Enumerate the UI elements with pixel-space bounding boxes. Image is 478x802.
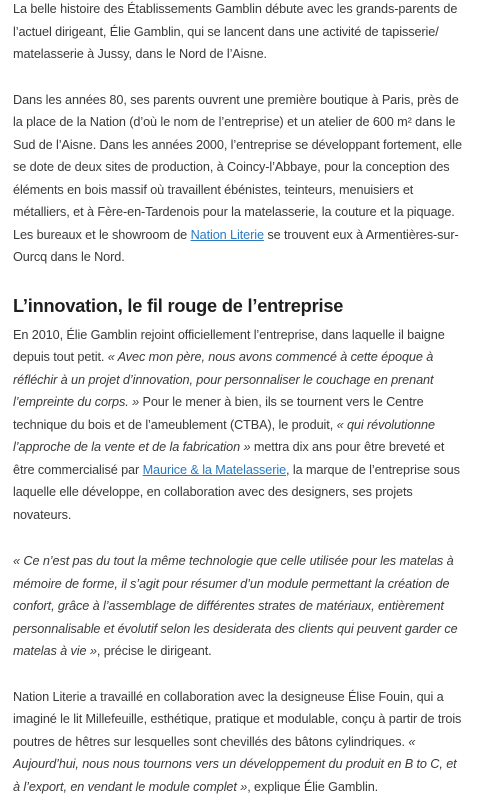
paragraph-innovation — [13, 324, 466, 527]
paragraph-technology — [13, 550, 466, 663]
paragraph-technology-text: , précise le dirigeant. — [96, 644, 212, 658]
paragraph-history — [13, 0, 466, 66]
nation-literie-link[interactable]: Nation Literie — [190, 227, 264, 242]
paragraph-expansion-text-end: se trouvent eux à Armentières-sur-Ourcq dans le Nord. — [13, 227, 459, 264]
paragraph-history-text: La belle histoire des Établissements Gamblin débute avec les grands-parents de l’actuel dirigeant, Élie Gamblin, qui se lancent dans une activité de tapisserie/ matelasserie à Jussy, dans le Nord de l’Aisne. — [13, 2, 458, 61]
paragraph-design-text-end: , explique Élie Gamblin. — [247, 779, 379, 794]
paragraph-innovation-text: En 2010, Élie Gamblin rejoint officiellement l’entreprise, dans laquelle il baigne depuis tout petit. — [13, 327, 445, 364]
maurice-matelasserie-link[interactable]: Maurice & la Matelasserie — [142, 462, 287, 477]
quote-innovation: « Avec mon père, nous avons commencé à cette époque à réfléchir à un projet d’innovation, pour personnaliser le couchage en prenant l’empreinte du corps. » — [13, 350, 434, 409]
paragraph-design — [13, 686, 466, 799]
paragraph-innovation-text-3: mettra dix ans pour être breveté et être commercialisé par — [13, 440, 445, 477]
paragraph-expansion-text: Dans les années 80, ses parents ouvrent une première boutique à Paris, près de la place de la Nation (d’où le nom de l’entreprise) et un atelier de 600 m² dans le Sud de l’Aisne. Dans les années 2000, l’entreprise se développant fortement, elle se dote de deux sites de production, à Coincy-l’Abbaye, pour la conception des éléments en bois massif où travaillent ébénistes, teinteurs, menuisiers et métalliers, et à Fère-en-Tardenois pour la matelasserie, la couture et la piquage. Les bureaux et le showroom de — [13, 92, 462, 242]
quote-export: « Aujourd’hui, nous nous tournons vers un développement du produit en B to C, et à l’export, en vendant le module complet » — [13, 734, 457, 794]
paragraph-innovation-text-2: Pour le mener à bien, ils se tournent vers le Centre technique du bois et de l’ameublement (CTBA), le produit, — [13, 395, 424, 432]
paragraph-innovation-text-4: , la marque de l’entreprise sous laquelle elle développe, en collaboration avec des designers, ses projets novateurs. — [13, 462, 460, 522]
quote-technology: « Ce n’est pas du tout la même technologie que celle utilisée pour les matelas à mémoire de forme, il s’agit pour résumer d’un module permettant la création de confort, grâce à l’assemblage de différentes strates de matériaux, entièrement personnalisable et évolutif selon les desiderata des clients qui peuvent garder ce matelas à vie » — [13, 554, 458, 658]
paragraph-design-text: Nation Literie a travaillé en collaboration avec la designeuse Élise Fouin, qui a imaginé le lit Millefeuille, esthétique, pratique et modulable, conçu à partir de trois poutres de hêtres sur lesquelles sont chevillés des bâtons cylindriques. — [13, 689, 462, 749]
section-heading: L’innovation, le fil rouge de l’entreprise — [13, 295, 344, 316]
paragraph-expansion — [13, 89, 466, 269]
quote-revolution: « qui révolutionne l’approche de la vente et de la fabrication » — [13, 417, 435, 454]
